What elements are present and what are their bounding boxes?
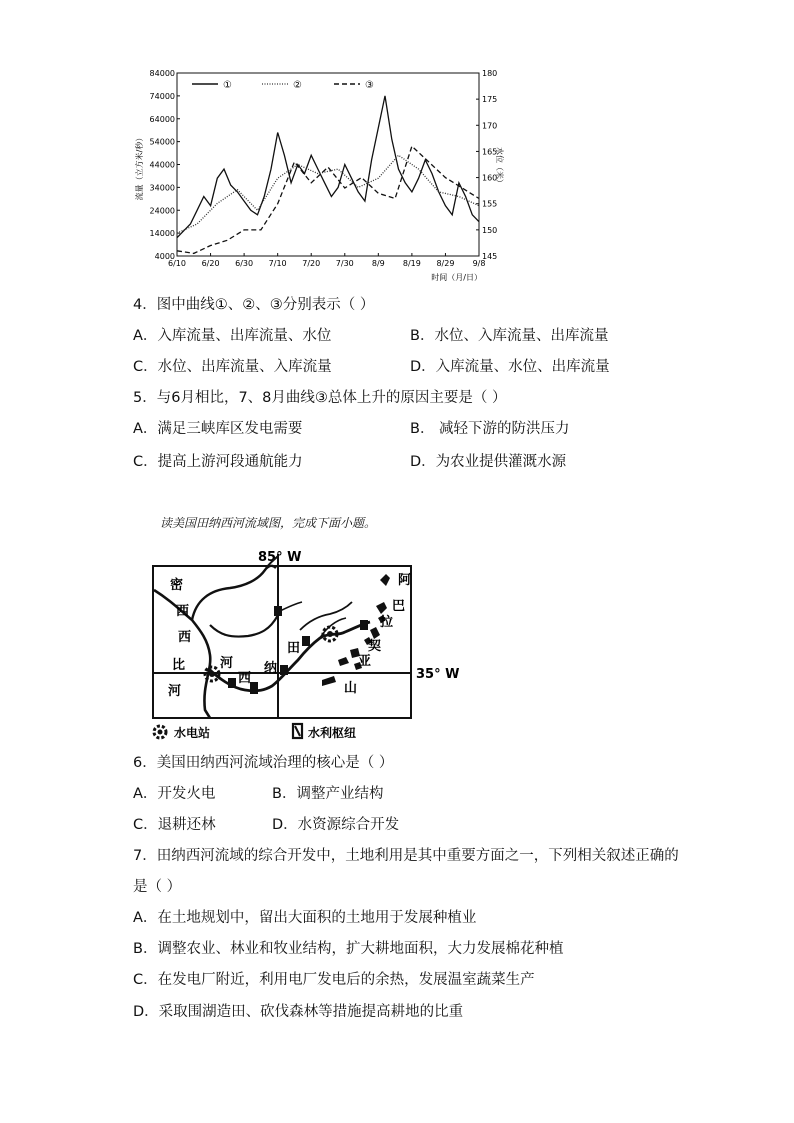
y-right-tick-label: 165	[482, 147, 498, 157]
q5-option-d[interactable]: D．为农业提供灌溉水源	[410, 454, 567, 470]
q7-option-a[interactable]: A．在土地规划中，留出大面积的土地用于发展种植业	[133, 910, 477, 926]
y-left-tick-label: 34000	[149, 183, 175, 193]
plot-frame	[177, 73, 479, 256]
tennessee-map	[140, 540, 480, 745]
q7-option-d[interactable]: D．采取围湖造田、砍伐森林等措施提高耕地的比重	[133, 1004, 464, 1020]
q5-option-a[interactable]: A．满足三峡库区发电需要	[133, 421, 303, 437]
map-label-ap1: 阿	[398, 573, 412, 588]
y-left-tick-label: 64000	[149, 114, 175, 124]
map-label-mi2: 西	[176, 604, 190, 619]
q5-option-b[interactable]: B． 减轻下游的防洪压力	[410, 421, 570, 437]
y-left-tick-label: 74000	[149, 91, 175, 101]
q5-option-c[interactable]: C．提高上游河段通航能力	[133, 454, 303, 470]
map-label-tn3: 西	[238, 671, 252, 686]
x-tick-label: 6/20	[201, 259, 220, 268]
lon-label: 85° W	[258, 550, 302, 565]
q7-option-c[interactable]: C．在发电厂附近，利用电厂发电后的余热，发展温室蔬菜生产	[133, 972, 535, 988]
x-tick-label: 6/10	[168, 259, 186, 268]
map-label-mi5: 河	[168, 684, 182, 699]
hub-icon	[360, 620, 368, 630]
y-right-tick-label: 155	[482, 199, 498, 209]
question-7: 7．田纳西河流域的综合开发中，土地利用是其中重要方面之一，下列相关叙述正确的	[133, 848, 679, 864]
hydro-legend	[154, 726, 166, 738]
tennessee-tributary-1	[300, 602, 352, 630]
q4-option-d[interactable]: D．入库流量、水位、出库流量	[410, 359, 610, 375]
hub-icon	[280, 665, 288, 675]
map-caption: 读美国田纳西河流域图，完成下面小题。	[160, 516, 377, 530]
cumberland-river	[210, 615, 278, 637]
flow-level-chart	[130, 62, 510, 286]
x-tick-label: 6/30	[235, 259, 254, 268]
q6-option-c[interactable]: C．退耕还林	[133, 817, 216, 833]
y-left-tick-label: 54000	[149, 137, 175, 147]
hub-icon	[274, 606, 282, 616]
map-label-tn4: 河	[220, 656, 234, 671]
q4-option-c[interactable]: C．水位、出库流量、入库流量	[133, 359, 332, 375]
y-right-tick-label: 160	[482, 173, 498, 183]
x-tick-label: 7/10	[268, 259, 287, 268]
y-right-tick-label: 175	[482, 95, 498, 105]
y-right-tick-label: 180	[482, 69, 498, 78]
hub-icon	[228, 678, 236, 688]
map-label-mi3: 西	[178, 630, 192, 645]
map-label-ap3: 拉	[380, 615, 394, 630]
y-right-label: 水位（米）	[495, 147, 504, 187]
map-label-ap2: 巴	[392, 599, 406, 614]
map-label-ap5: 亚	[358, 654, 372, 669]
map-label-tn1: 田	[287, 641, 301, 656]
q6-option-b[interactable]: B．调整产业结构	[272, 786, 384, 802]
x-axis-label: 时间（月/日）	[431, 273, 482, 282]
y-right-tick-label: 150	[482, 225, 498, 235]
y-left-tick-label: 4000	[154, 252, 175, 261]
y-left-tick-label: 14000	[149, 229, 175, 239]
question-5: 5．与6月相比，7、8月曲线③总体上升的原因主要是（ ）	[133, 390, 507, 406]
legend-hub-label: 水利枢纽	[308, 726, 357, 740]
chart-plot-group	[150, 69, 498, 268]
q6-option-d[interactable]: D．水资源综合开发	[272, 817, 400, 833]
x-tick-label: 7/20	[302, 259, 321, 268]
y-left-tick-label: 44000	[149, 160, 175, 170]
hub-icon	[250, 682, 258, 694]
y-right-tick-label: 145	[482, 252, 498, 261]
map-label-mi1: 密	[170, 578, 184, 593]
y-left-label: 流量（立方米/秒）	[135, 133, 144, 201]
q4-option-b[interactable]: B．水位、入库流量、出库流量	[410, 328, 609, 344]
legend-label-1: ①	[223, 80, 232, 91]
chart-legend	[192, 80, 374, 91]
q7-option-b[interactable]: B．调整农业、林业和牧业结构，扩大耕地面积，大力发展棉花种植	[133, 941, 564, 957]
x-tick-label: 9/8	[472, 259, 486, 268]
map-label-ap4: 契	[368, 639, 382, 654]
map-label-ap6: 山	[344, 681, 358, 696]
question-6: 6．美国田纳西河流域治理的核心是（ ）	[133, 755, 394, 771]
x-tick-label: 8/29	[436, 259, 455, 268]
hub-legend-slash	[295, 726, 300, 736]
y-left-tick-label: 84000	[149, 69, 175, 78]
question-7-cont: 是（ ）	[133, 879, 182, 895]
legend-hydro-label: 水电站	[174, 726, 211, 740]
x-tick-label: 8/19	[402, 259, 421, 268]
legend-label-3: ③	[365, 80, 374, 91]
question-4: 4．图中曲线①、②、③分别表示（ ）	[133, 297, 375, 313]
map-label-tn2: 纳	[264, 661, 278, 676]
q4-option-a[interactable]: A．入库流量、出库流量、水位	[133, 328, 332, 344]
x-tick-label: 7/30	[335, 259, 354, 268]
hub-icon	[302, 636, 310, 646]
series-line-3	[177, 146, 479, 253]
ohio-river	[192, 566, 276, 620]
map-label-mi4: 比	[172, 658, 186, 673]
x-tick-label: 8/9	[371, 259, 385, 268]
y-right-tick-label: 170	[482, 121, 498, 131]
y-left-tick-label: 24000	[149, 206, 175, 216]
q6-option-a[interactable]: A．开发火电	[133, 786, 216, 802]
legend-label-2: ②	[293, 80, 302, 91]
lat-label: 35° W	[416, 667, 460, 682]
